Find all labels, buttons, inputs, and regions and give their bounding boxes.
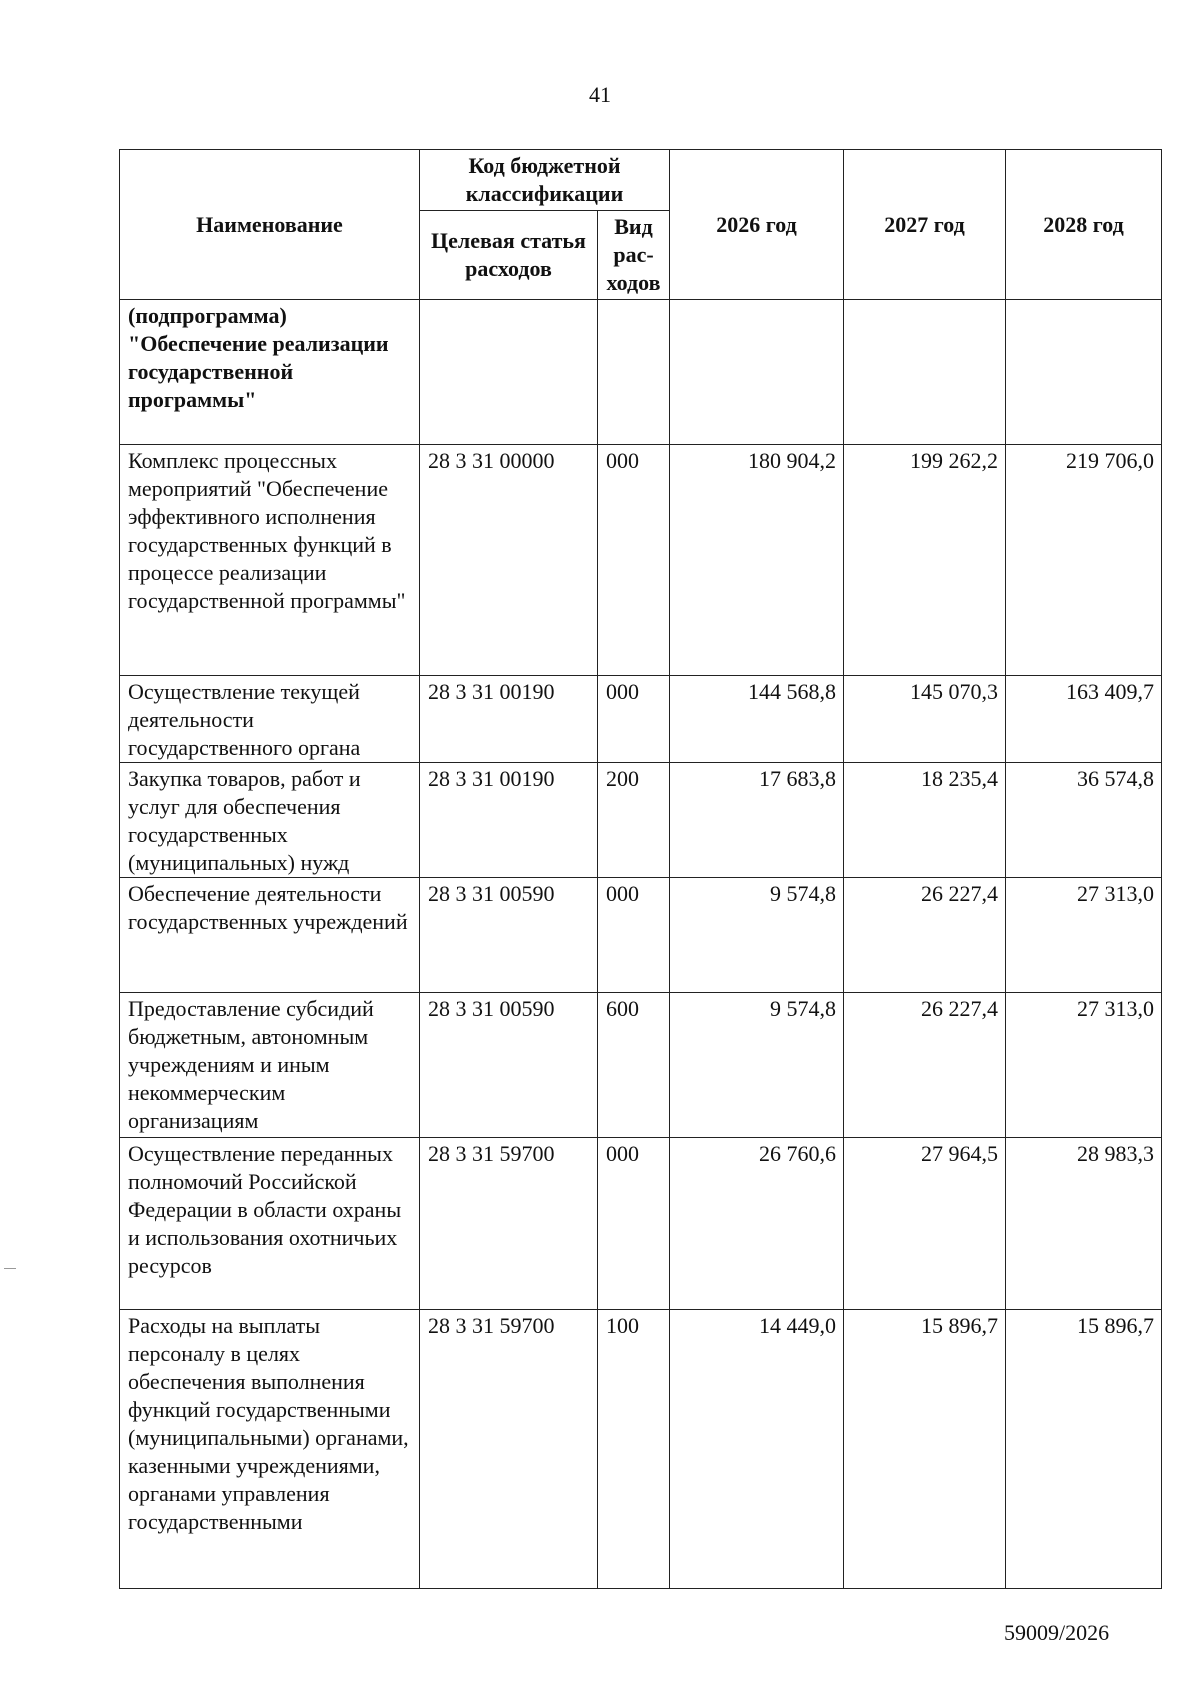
row-2027: 145 070,3 (844, 676, 1006, 763)
row-code: 28 3 31 00000 (420, 445, 598, 676)
table-row (120, 993, 1162, 1138)
header-name: Наименование (120, 150, 420, 300)
row-kind: 000 (598, 676, 670, 763)
row-kind: 000 (598, 445, 670, 676)
row-code: 28 3 31 00590 (420, 878, 598, 993)
row-code: 28 3 31 00590 (420, 993, 598, 1138)
row-name: Расходы на выплаты персоналу в целях обеспечения выполнения функций государственными (муниципальными) органами, казенными учреждениями, органами управления государственными (120, 1310, 420, 1589)
row-name: Осуществление текущей деятельности государственного органа (120, 676, 420, 763)
header-2026: 2026 год (670, 150, 844, 300)
table-row (120, 676, 1162, 763)
row-2027: 199 262,2 (844, 445, 1006, 676)
table-row (120, 763, 1162, 878)
row-2027: 26 227,4 (844, 878, 1006, 993)
budget-table (119, 149, 1162, 1589)
header-2027: 2027 год (844, 150, 1006, 300)
row-name: Обеспечение деятельности государственных учреждений (120, 878, 420, 993)
row-2026 (670, 300, 844, 445)
row-2026: 9 574,8 (670, 878, 844, 993)
row-kind: 000 (598, 878, 670, 993)
row-code: 28 3 31 00190 (420, 763, 598, 878)
row-2028 (1006, 300, 1162, 445)
row-code: 28 3 31 00190 (420, 676, 598, 763)
row-2027: 26 227,4 (844, 993, 1006, 1138)
row-2028: 27 313,0 (1006, 878, 1162, 993)
row-2028: 27 313,0 (1006, 993, 1162, 1138)
row-kind: 200 (598, 763, 670, 878)
row-2028: 15 896,7 (1006, 1310, 1162, 1589)
row-name: Предоставление субсидий бюджетным, автономным учреждениям и иным некоммерческим организациям (120, 993, 420, 1138)
header-target-article: Целевая статья расходов (420, 211, 598, 300)
header-expense-kind: Вид рас- ходов (598, 211, 670, 300)
row-2026: 17 683,8 (670, 763, 844, 878)
table-row (120, 445, 1162, 676)
row-name: Закупка товаров, работ и услуг для обеспечения государственных (муниципальных) нужд (120, 763, 420, 878)
row-kind (598, 300, 670, 445)
header-row (120, 150, 1162, 211)
row-2027: 27 964,5 (844, 1138, 1006, 1310)
row-name: Осуществление переданных полномочий Российской Федерации в области охраны и использования охотничьих ресурсов (120, 1138, 420, 1310)
table-row (120, 1138, 1162, 1310)
row-2028: 219 706,0 (1006, 445, 1162, 676)
header-2028: 2028 год (1006, 150, 1162, 300)
document-id: 59009/2026 (1004, 1620, 1110, 1645)
row-2026: 14 449,0 (670, 1310, 844, 1589)
row-kind: 100 (598, 1310, 670, 1589)
row-kind: 600 (598, 993, 670, 1138)
row-name: Комплекс процессных мероприятий "Обеспечение эффективного исполнения государственных функций в процессе реализации государственной программы" (120, 445, 420, 676)
header-code-group: Код бюджетной классификации (420, 150, 670, 211)
row-code: 28 3 31 59700 (420, 1138, 598, 1310)
page-number: 41 (589, 82, 611, 107)
row-kind: 000 (598, 1138, 670, 1310)
row-2027: 15 896,7 (844, 1310, 1006, 1589)
row-2026: 26 760,6 (670, 1138, 844, 1310)
row-2026: 9 574,8 (670, 993, 844, 1138)
row-2027 (844, 300, 1006, 445)
row-2028: 28 983,3 (1006, 1138, 1162, 1310)
table-row (120, 300, 1162, 445)
row-2028: 163 409,7 (1006, 676, 1162, 763)
row-2027: 18 235,4 (844, 763, 1006, 878)
row-2028: 36 574,8 (1006, 763, 1162, 878)
row-name: (подпрограмма) "Обеспечение реализации государственной программы" (120, 300, 420, 445)
margin-mark (4, 1268, 16, 1269)
row-2026: 180 904,2 (670, 445, 844, 676)
row-code: 28 3 31 59700 (420, 1310, 598, 1589)
row-2026: 144 568,8 (670, 676, 844, 763)
table-row (120, 878, 1162, 993)
table-row (120, 1310, 1162, 1589)
row-code (420, 300, 598, 445)
